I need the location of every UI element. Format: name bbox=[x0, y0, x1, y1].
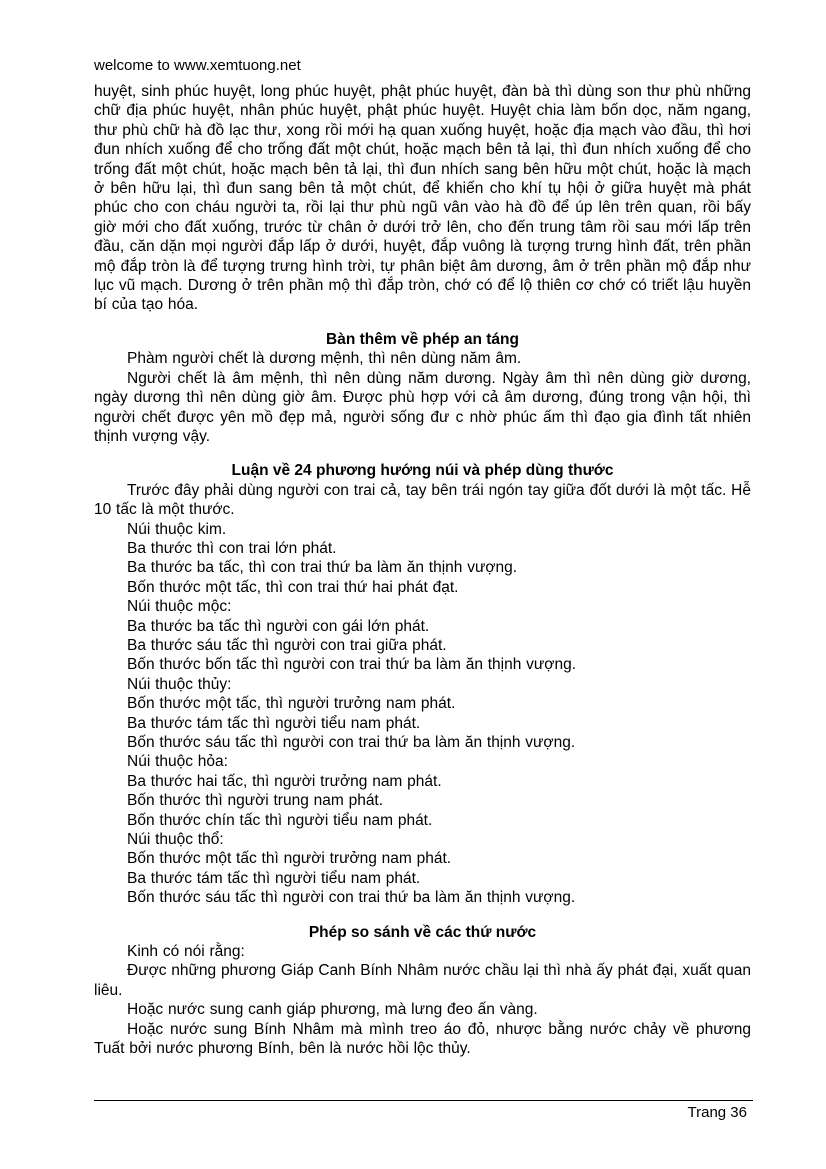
paragraph: Ba thước thì con trai lớn phát. bbox=[127, 539, 337, 557]
paragraph: Ba thước ba tấc, thì con trai thứ ba làm ăn thịnh vượng. bbox=[127, 559, 518, 577]
paragraph: Ba thước tám tấc thì người tiểu nam phát. bbox=[127, 869, 421, 887]
paragraph: Ba thước tám tấc thì người tiểu nam phát. bbox=[127, 714, 421, 732]
paragraph: Trước đây phải dùng người con trai cả, tay bên trái ngón tay giữa đốt dưới là một tấc. Hễ 10 tấc là một thước. bbox=[94, 481, 751, 519]
paragraph: Phàm người chết là dương mệnh, thì nên dùng năm âm. bbox=[127, 350, 522, 368]
paragraph: Bốn thước chín tấc thì người tiểu nam phát. bbox=[127, 811, 433, 829]
paragraph: Núi thuộc kim. bbox=[127, 520, 227, 538]
paragraph: Ba thước hai tấc, thì người trưởng nam phát. bbox=[127, 772, 442, 790]
paragraph: Núi thuộc thủy: bbox=[127, 675, 232, 693]
paragraph: Núi thuộc mộc: bbox=[127, 598, 232, 616]
section-title-an-tang: Bàn thêm về phép an táng bbox=[326, 330, 519, 348]
paragraph: Bốn thước sáu tấc thì người con trai thứ ba làm ăn thịnh vượng. bbox=[127, 734, 576, 751]
paragraph: Bốn thước bốn tấc thì người con trai thứ ba làm ăn thịnh vượng. bbox=[127, 656, 577, 674]
paragraph: Người chết là âm mệnh, thì nên dùng năm dương. Ngày âm thì nên dùng giờ dương, ngày dương thì nên dùng giờ âm. Được phù hợp với cả âm dương, đúng trong vận hội, thì người chết được yên mồ đẹp mả, người sống đư c nhờ phúc ấm thì đạo gia đình tất nhiên thịnh vượng vậy. bbox=[94, 369, 751, 445]
paragraph: Bốn thước một tấc thì người trưởng nam phát. bbox=[127, 850, 452, 868]
section-body-so-sanh-nuoc bbox=[94, 942, 751, 1058]
paragraph: Hoặc nước sung canh giáp phương, mà lưng đeo ấn vàng. bbox=[127, 1001, 538, 1019]
paragraph: Bốn thước một tấc, thì người trưởng nam phát. bbox=[127, 695, 456, 713]
section-title-24-phuong-huong: Luận về 24 phương hướng núi và phép dùng thước bbox=[231, 462, 614, 480]
paragraph: Kinh có nói rằng: bbox=[127, 943, 245, 961]
section-title-so-sanh-nuoc: Phép so sánh về các thứ nước bbox=[308, 923, 537, 941]
paragraph: Ba thước sáu tấc thì người con trai giữa phát. bbox=[127, 636, 447, 654]
paragraph: Ba thước ba tấc thì người con gái lớn phát. bbox=[127, 617, 430, 635]
intro-paragraph: huyệt, sinh phúc huyệt, long phúc huyệt, phật phúc huyệt, đàn bà thì dùng son thư phù những chữ địa phúc huyệt, nhân phúc huyệt, phật phúc huyệt. Huyệt chia làm bốn dọc, năm ngang, thư phù chữ hà đồ lạc thư, xong rồi mới hạ quan xuống huyệt, hoặc địa mạch vào đầu, thì hơi đun nhích xuống để cho trống đất một chút, hoặc mạch bên tả lại, thì đun nhích xuống để cho trống đất một chút, hoặc mạch bên tả lại, thì đun nhích sang bên hữu một chút, hoặc là mạch ở bên hữu lại, thì đun sang bên tả một chút, để khiến cho khí tụ hội ở giữa huyệt mà phát phúc cho con cháu người ta, rồi lại thư phù ngũ vân vào hà đồ để úp lên trên quan, rồi bấy giờ mới cho đất xuống, trước từ chân ở dưới trở lên, cho đến trung tâm rồi sau mới lấp trên đầu, căn dặn mọi người đắp lấp ở dưới, huyệt, đắp vuông là tượng trưng hình đất, trên phần mộ đắp tròn là để tượng trưng hình trời, tự phân biệt âm dương, âm ở trên phần mộ đắp như lục vũ mạch. Dương ở trên phần mộ thì đắp tròn, chớ có để lộ thiên cơ chớ có triết lậu huyền bí của tạo hóa. bbox=[94, 83, 751, 314]
paragraph: Bốn thước sáu tấc thì người con trai thứ ba làm ăn thịnh vượng. bbox=[127, 889, 576, 907]
page-content bbox=[94, 82, 751, 1059]
paragraph: Núi thuộc thổ: bbox=[127, 831, 224, 849]
section-body-24-phuong-huong bbox=[94, 481, 751, 908]
paragraph: Bốn thước một tấc, thì con trai thứ hai phát đạt. bbox=[127, 578, 459, 596]
paragraph: Núi thuộc hỏa: bbox=[127, 753, 228, 771]
paragraph: Bốn thước thì người trung nam phát. bbox=[127, 792, 384, 810]
paragraph: Được những phương Giáp Canh Bính Nhâm nước chầu lại thì nhà ấy phát đại, xuất quan liêu. bbox=[94, 962, 751, 999]
footer-divider bbox=[94, 1100, 753, 1101]
section-body-an-tang bbox=[94, 349, 751, 446]
page-header: welcome to www.xemtuong.net bbox=[94, 57, 301, 74]
paragraph: Hoặc nước sung Bính Nhâm mà mình treo áo đỏ, nhược bằng nước chảy về phương Tuất bởi nước phương Bính, bên là nước hồi lộc thủy. bbox=[94, 1020, 751, 1058]
page-number: Trang 36 bbox=[687, 1104, 747, 1121]
